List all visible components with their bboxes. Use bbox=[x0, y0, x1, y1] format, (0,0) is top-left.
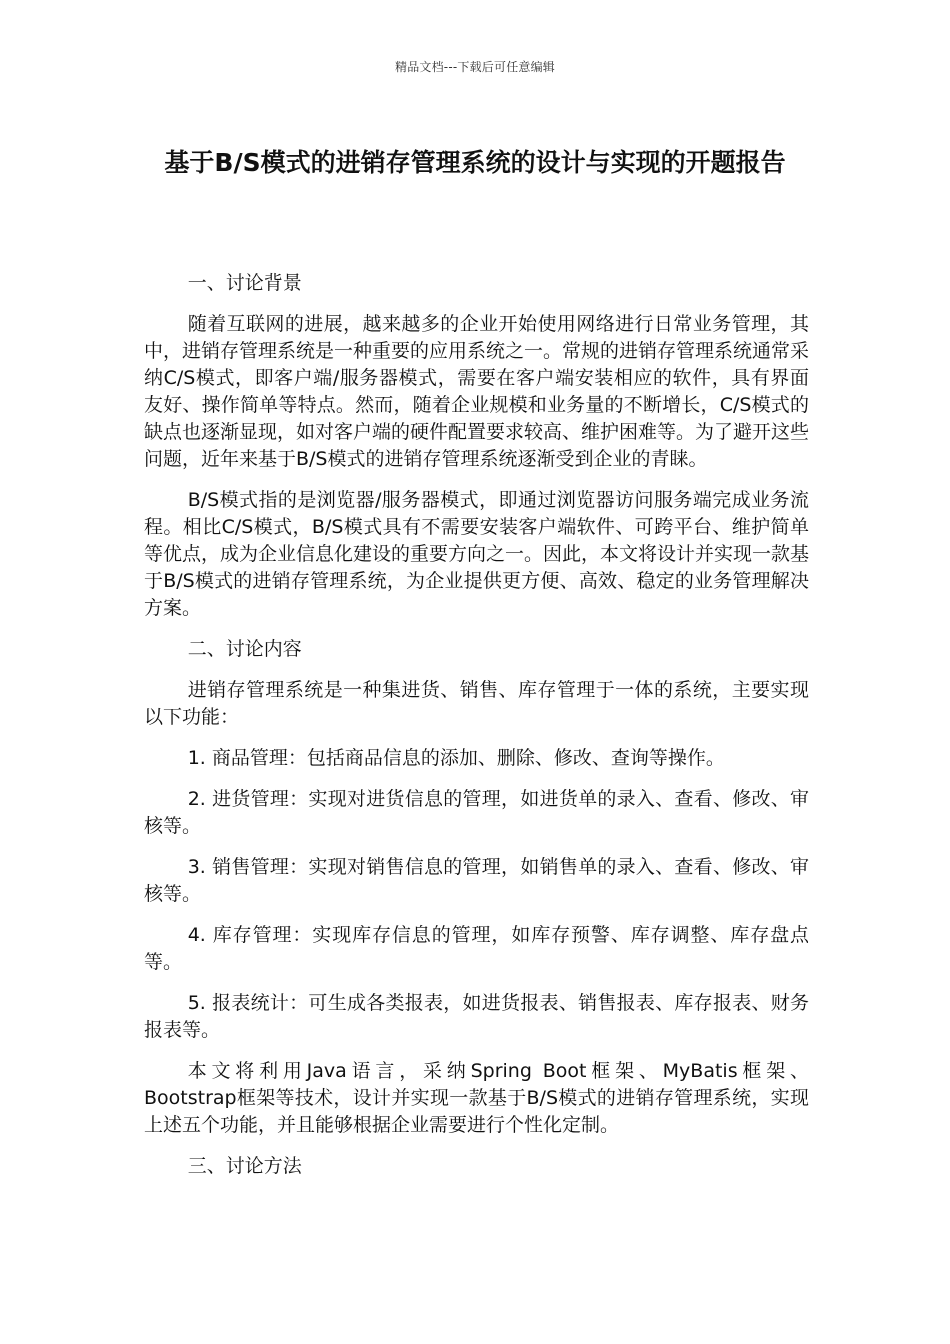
paragraph-background-2: B/S模式指的是浏览器/服务器模式，即通过浏览器访问服务端完成业务流程。相比C/S模式，B/S模式具有不需要安装客户端软件、可跨平台、维护简单等优点，成为企业信息化建设的重要方向之一。因此，本文将设计并实现一款基于B/S模式的进销存管理系统，为企业提供更方便、高效、稳定的业务管理解决方案。 bbox=[144, 489, 810, 619]
paragraph-technology: 本文将利用Java语言，采纳Spring Boot框架、MyBatis框架、Bootstrap框架等技术，设计并实现一款基于B/S模式的进销存管理系统，实现上述五个功能，并且能够根据企业需要进行个性化定制。 bbox=[144, 1060, 809, 1136]
paragraph-content-intro: 进销存管理系统是一种集进货、销售、库存管理于一体的系统，主要实现以下功能： bbox=[144, 679, 809, 728]
paragraph-background-1: 随着互联网的进展，越来越多的企业开始使用网络进行日常业务管理，其中，进销存管理系统是一种重要的应用系统之一。常规的进销存管理系统通常采纳C/S模式，即客户端/服务器模式，需要在客户端安装相应的软件，具有界面友好、操作简单等特点。然而，随着企业规模和业务量的不断增长，C/S模式的缺点也逐渐显现，如对客户端的硬件配置要求较高、维护困难等。为了避开这些问题，近年来基于B/S模式的进销存管理系统逐渐受到企业的青睐。 bbox=[144, 313, 810, 470]
section-heading-background: 一、讨论背景 bbox=[187, 272, 302, 294]
list-item-goods-management: 1. 商品管理：包括商品信息的添加、删除、修改、查询等操作。 bbox=[187, 747, 725, 769]
header-note: 精品文档---下载后可任意编辑 bbox=[395, 60, 555, 74]
section-heading-content: 二、讨论内容 bbox=[187, 638, 302, 660]
list-item-purchase-management: 2. 进货管理：实现对进货信息的管理，如进货单的录入、查看、修改、审核等。 bbox=[144, 788, 809, 837]
section-heading-method: 三、讨论方法 bbox=[187, 1155, 302, 1177]
list-item-report-statistics: 5. 报表统计：可生成各类报表，如进货报表、销售报表、库存报表、财务报表等。 bbox=[144, 992, 809, 1041]
document-body bbox=[144, 270, 809, 1194]
list-item-sales-management: 3. 销售管理：实现对销售信息的管理，如销售单的录入、查看、修改、审核等。 bbox=[144, 856, 809, 905]
list-item-inventory-management: 4. 库存管理：实现库存信息的管理，如库存预警、库存调整、库存盘点等。 bbox=[144, 924, 809, 973]
document-title: 基于B/S模式的进销存管理系统的设计与实现的开题报告 bbox=[164, 148, 786, 177]
